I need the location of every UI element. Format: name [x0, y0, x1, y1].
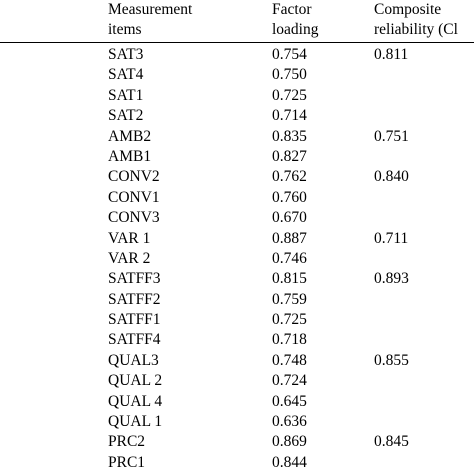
cell-loading: 0.748: [272, 351, 307, 369]
cell-item: QUAL 1: [108, 413, 163, 431]
cell-reliability: 0.845: [374, 433, 409, 451]
table-row: [0, 351, 474, 371]
cell-reliability: 0.840: [374, 168, 409, 186]
table-row: [0, 106, 474, 126]
table-row: [0, 167, 474, 187]
header-line: items: [108, 21, 142, 38]
header-line: loading: [272, 21, 319, 38]
header-factor-loading: [272, 0, 319, 40]
cell-item: SAT4: [108, 66, 144, 84]
header-line: Measurement: [108, 1, 193, 18]
cell-loading: 0.759: [272, 290, 307, 308]
cell-item: CONV3: [108, 209, 160, 227]
cell-loading: 0.762: [272, 168, 307, 186]
table-row: [0, 86, 474, 106]
cell-item: CONV2: [108, 168, 160, 186]
cell-item: CONV1: [108, 188, 160, 206]
header-measurement-items: [108, 0, 192, 40]
table-row: [0, 371, 474, 391]
cell-item: SATFF2: [108, 290, 161, 308]
table-body: [0, 45, 474, 473]
header-line: reliability (Cl: [374, 21, 458, 38]
cell-loading: 0.754: [272, 46, 307, 63]
table-row: [0, 330, 474, 350]
cell-loading: 0.835: [272, 127, 307, 145]
table-row: [0, 45, 474, 65]
cell-loading: 0.670: [272, 209, 307, 227]
cell-item: VAR 2: [108, 249, 151, 267]
cell-loading: 0.887: [272, 229, 307, 247]
table-row: [0, 453, 474, 473]
cell-loading: 0.760: [272, 188, 307, 206]
table-row: [0, 290, 474, 310]
table-row: [0, 229, 474, 249]
header-line: Factor: [272, 1, 312, 18]
cell-loading: 0.750: [272, 66, 307, 84]
cell-loading: 0.725: [272, 311, 307, 329]
cell-item: QUAL3: [108, 351, 159, 369]
table-row: [0, 432, 474, 452]
cell-loading: 0.714: [272, 107, 307, 125]
table-row: [0, 188, 474, 208]
cell-item: SAT3: [108, 46, 144, 63]
table-row: [0, 208, 474, 228]
table-row: [0, 147, 474, 167]
table-row: [0, 65, 474, 85]
cell-loading: 0.869: [272, 433, 307, 451]
cell-item: SATFF4: [108, 331, 161, 349]
cell-reliability: 0.711: [374, 229, 409, 247]
table-row: [0, 412, 474, 432]
cell-item: PRC2: [108, 433, 146, 451]
cell-loading: 0.827: [272, 147, 307, 165]
header-composite-reliability: [374, 0, 458, 40]
cell-item: QUAL 4: [108, 392, 163, 410]
cell-item: AMB2: [108, 127, 152, 145]
cell-item: SAT2: [108, 107, 144, 125]
table-row: [0, 127, 474, 147]
cell-reliability: 0.751: [374, 127, 409, 145]
cell-loading: 0.746: [272, 249, 307, 267]
cell-loading: 0.718: [272, 331, 307, 349]
cell-reliability: 0.855: [374, 351, 409, 369]
cell-loading: 0.725: [272, 86, 307, 104]
cell-item: SATFF1: [108, 311, 161, 329]
cell-reliability: 0.811: [374, 46, 409, 63]
cell-loading: 0.815: [272, 270, 307, 288]
cell-item: VAR 1: [108, 229, 151, 247]
cell-item: SATFF3: [108, 270, 161, 288]
cell-loading: 0.636: [272, 413, 307, 431]
table-row: [0, 269, 474, 289]
cell-item: SAT1: [108, 86, 144, 104]
cell-item: QUAL 2: [108, 372, 163, 390]
cell-loading: 0.724: [272, 372, 307, 390]
cell-item: AMB1: [108, 147, 152, 165]
cell-reliability: 0.893: [374, 270, 409, 288]
cell-item: PRC1: [108, 453, 146, 471]
cell-loading: 0.844: [272, 453, 307, 471]
table-row: [0, 249, 474, 269]
header-line: Composite: [374, 1, 442, 18]
cell-loading: 0.645: [272, 392, 307, 410]
table-row: [0, 392, 474, 412]
table-row: [0, 310, 474, 330]
header-rule: [0, 42, 474, 43]
